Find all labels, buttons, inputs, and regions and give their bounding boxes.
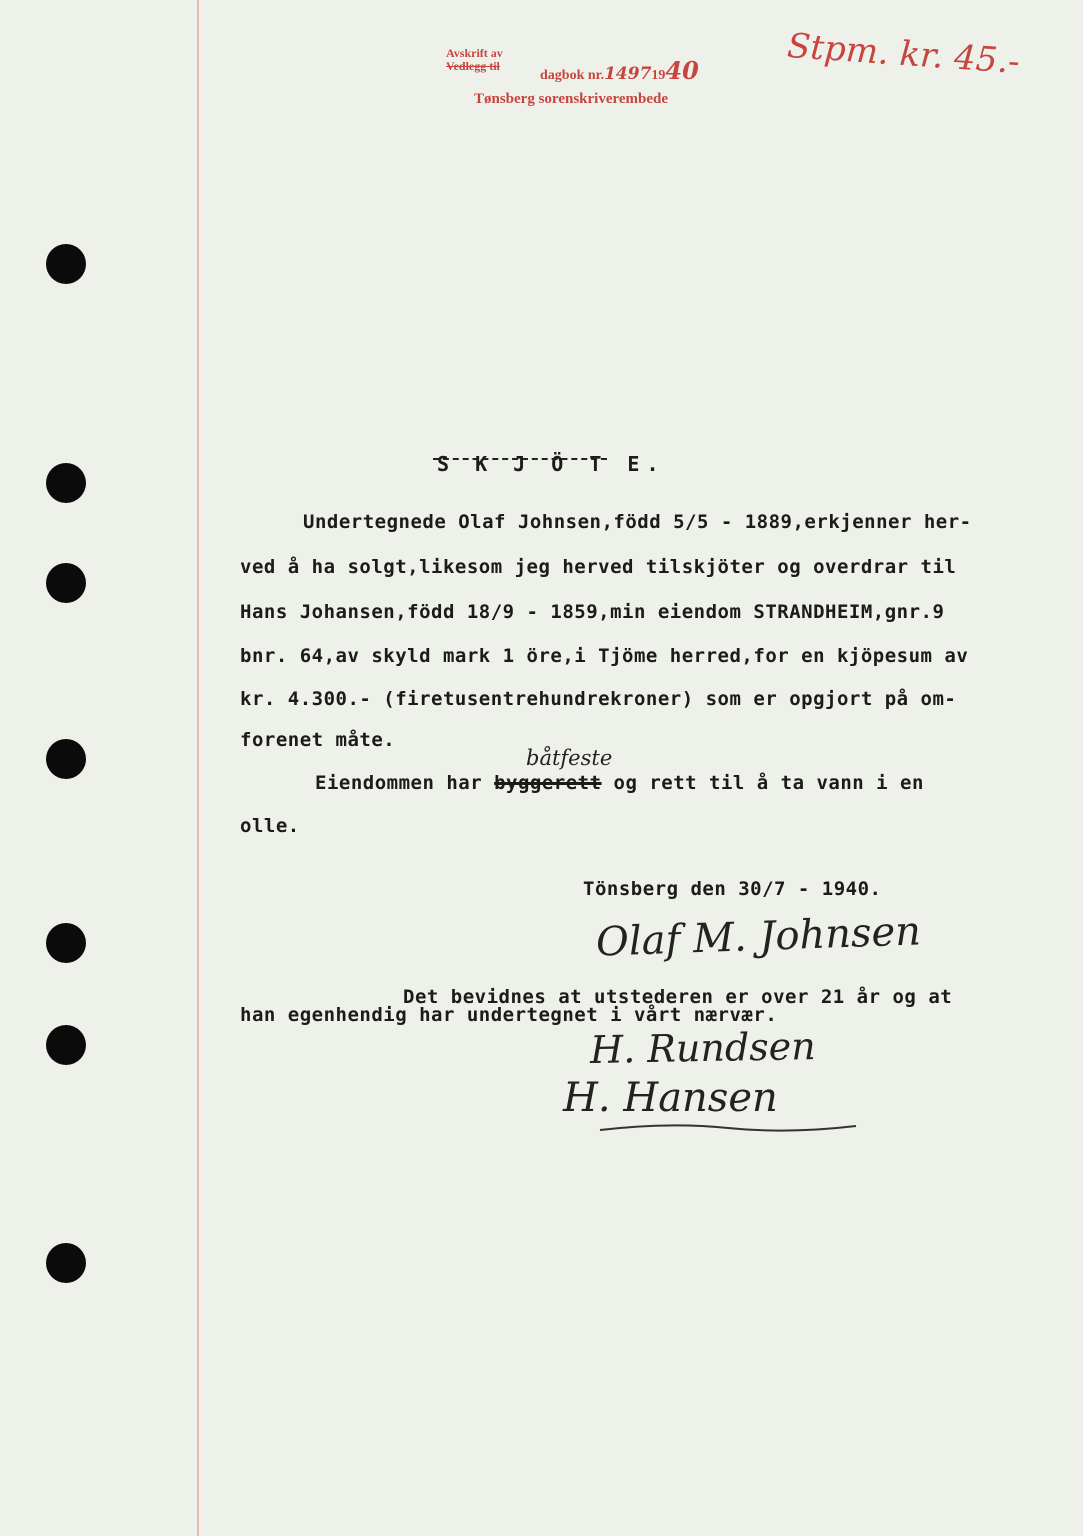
stamp-line-2: Vedlegg til (446, 59, 500, 73)
punch-hole (46, 923, 86, 963)
punch-hole (46, 1243, 86, 1283)
punch-hole (46, 1025, 86, 1065)
witness-line-1: Det bevidnes at utstederen er over 21 år og at (403, 986, 953, 1008)
body-line-3: Hans Johansen,född 18/9 - 1859,min eiendom STRANDHEIM,gnr.9 (240, 601, 945, 623)
body-line-4: bnr. 64,av skyld mark 1 öre,i Tjöme herred,for en kjöpesum av (240, 645, 969, 667)
title-underline (433, 458, 607, 460)
punch-hole (46, 739, 86, 779)
line7-start: Eiendommen har (315, 772, 483, 794)
body-line-8: olle. (240, 815, 300, 837)
stamp-line-1: Avskrift av (446, 46, 503, 60)
signature-witness-2: H. Hansen (563, 1075, 778, 1121)
punch-hole (46, 244, 86, 284)
body-line-2: ved å ha solgt,likesom jeg herved tilskjöter og overdrar til (240, 556, 957, 578)
office-stamp (446, 47, 503, 73)
stamp-fee: Stpm. kr. 45.- (785, 25, 1021, 83)
body-line-1: Undertegnede Olaf Johnsen,född 5/5 - 1889,erkjenner her- (303, 511, 972, 533)
body-line-5: kr. 4.300.- (firetusentrehundrekroner) som er opgjort på om- (240, 688, 957, 710)
punch-hole (46, 563, 86, 603)
body-line-6: forenet måte. (240, 729, 396, 751)
signature-witness-1: H. Rundsen (589, 1024, 817, 1072)
punch-hole (46, 463, 86, 503)
stamp-number: 1497 (604, 64, 652, 84)
witness-line-2: han egenhendig har undertegnet i vårt nærvær. (240, 1004, 778, 1026)
signature-flourish (598, 1120, 858, 1136)
body-line-7 (315, 772, 924, 794)
signature-seller: Olaf M. Johnsen (595, 908, 922, 966)
stamp-year-prefix: 19 (651, 68, 666, 83)
place-date: Tönsberg den 30/7 - 1940. (583, 878, 882, 900)
struck-word: byggerett (494, 772, 602, 794)
stamp-year: 40 (665, 56, 699, 85)
handwritten-insert: båtfeste (526, 746, 613, 770)
stamp-dagbok-label: dagbok nr. (540, 68, 605, 83)
document-title: S K J Ö T E. (437, 452, 666, 476)
stamp-dagbok (540, 56, 699, 85)
margin-rule (197, 0, 199, 1536)
line7-end: og rett til å ta vann i en (613, 772, 924, 794)
stamp-office: Tønsberg sorenskriverembede (474, 91, 669, 107)
